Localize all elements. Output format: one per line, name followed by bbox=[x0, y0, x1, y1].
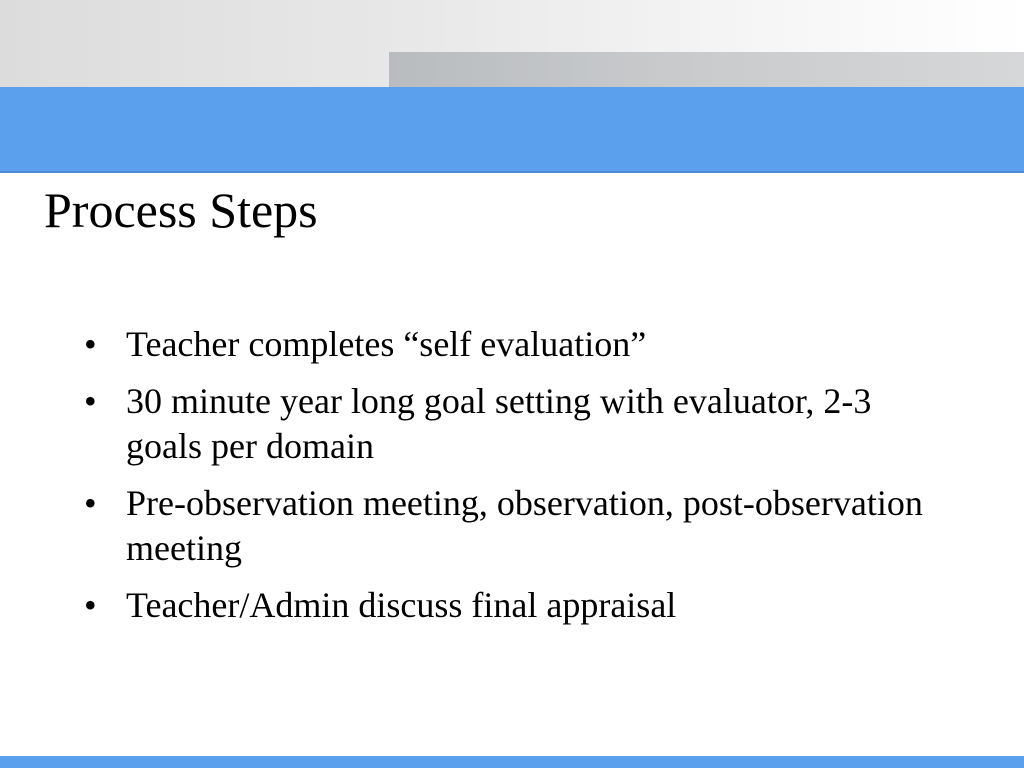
bullet-item bbox=[84, 322, 944, 367]
bullet-icon: • bbox=[84, 381, 97, 421]
bullet-text: Teacher/Admin discuss final appraisal bbox=[126, 585, 677, 625]
bullet-item bbox=[84, 583, 944, 628]
bullet-text: Teacher completes “self evaluation” bbox=[126, 324, 647, 364]
bullet-item bbox=[84, 379, 944, 469]
bullet-item bbox=[84, 481, 944, 571]
bullet-icon: • bbox=[84, 324, 97, 364]
bullet-text: 30 minute year long goal setting with evaluator, 2-3 goals per domain bbox=[126, 381, 872, 466]
bullet-list bbox=[84, 322, 944, 640]
bullet-icon: • bbox=[84, 585, 97, 625]
slide-title: Process Steps bbox=[44, 182, 318, 238]
footer-blue-bar bbox=[0, 756, 1024, 768]
header-blue-bar bbox=[0, 87, 1024, 173]
bullet-text: Pre-observation meeting, observation, post-observation meeting bbox=[126, 483, 923, 568]
header-gray-bar bbox=[389, 52, 1024, 88]
bullet-icon: • bbox=[84, 483, 97, 523]
